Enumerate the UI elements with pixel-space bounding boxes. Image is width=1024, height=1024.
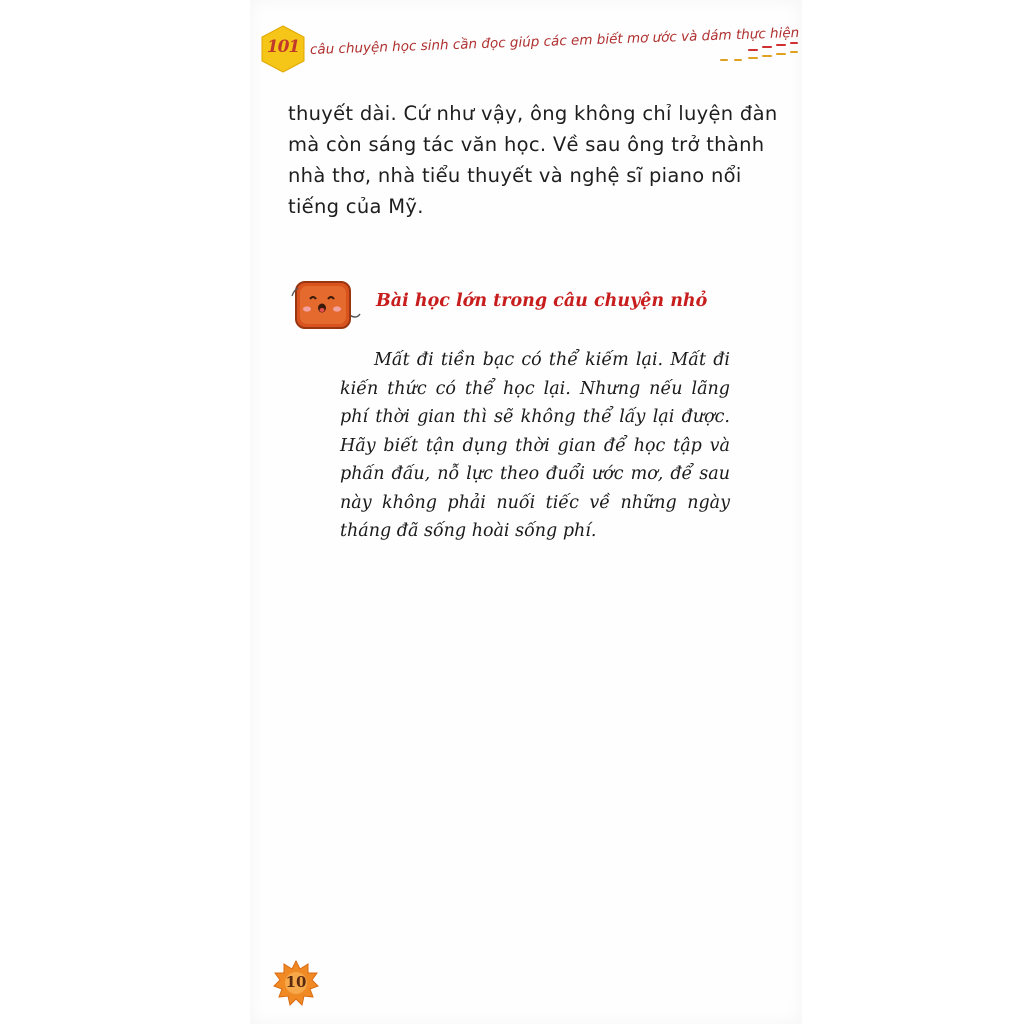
smiling-square-speech-bubble-icon [290, 274, 362, 338]
lesson-paragraph: Mất đi tiền bạc có thể kiếm lại. Mất đi kiến thức có thể học lại. Nhưng nếu lãng phí thời gian thì sẽ không thể lấy lại được. Hãy biết tận dụng thời gian để học tập và phấn đấu, nỗ lực theo đuổi ước mơ, để sau này không phải nuối tiếc về những ngày tháng đã sống hoài sống phí. [340, 350, 730, 541]
lesson-heading: Bài học lớn trong câu chuyện nhỏ [376, 291, 708, 311]
lesson-text [340, 346, 730, 546]
body-text [288, 98, 788, 222]
badge-number: 101 [266, 37, 300, 57]
page-number: 10 [285, 973, 307, 991]
page-number-badge [273, 960, 319, 1006]
page-header [258, 24, 818, 74]
decorative-dashes-icon [713, 38, 803, 68]
badge-icon [258, 24, 308, 74]
body-paragraph: thuyết dài. Cứ như vậy, ông không chỉ luyện đàn mà còn sáng tác văn học. Về sau ông trở thành nhà thơ, nhà tiểu thuyết và nghệ sĩ piano nổi tiếng của Mỹ. [288, 102, 778, 218]
book-title: câu chuyện học sinh cần đọc giúp các em biết mơ ước và dám thực hiện [309, 24, 800, 58]
